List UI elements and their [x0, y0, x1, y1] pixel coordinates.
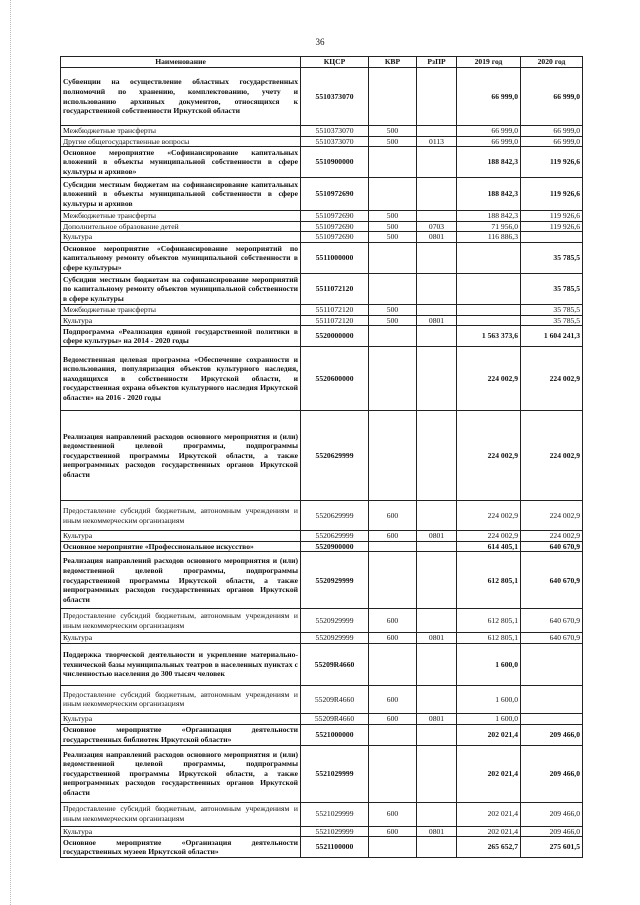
cell-kvr	[369, 347, 417, 411]
cell-rzpr	[417, 242, 457, 273]
cell-kcsr: 5510373070	[301, 126, 369, 137]
cell-kcsr: 5511072120	[301, 315, 369, 326]
table-row	[61, 609, 583, 633]
budget-table	[60, 56, 583, 858]
cell-name: Предоставление субсидий бюджетным, автономным учреждениям и иным некоммерческим организациям	[61, 501, 301, 531]
table-row	[61, 541, 583, 552]
cell-name: Основное мероприятие «Организация деятельности государственных библиотек Иркутской области»	[61, 724, 301, 745]
cell-2019: 1 600,0	[457, 643, 521, 685]
cell-kcsr: 5521029999	[301, 826, 369, 837]
cell-kvr	[369, 745, 417, 802]
cell-kcsr: 5520629999	[301, 501, 369, 531]
cell-2019: 202 021,4	[457, 826, 521, 837]
cell-2020: 209 466,0	[521, 724, 583, 745]
cell-kcsr: 55209R4660	[301, 685, 369, 713]
cell-name: Поддержка творческой деятельности и укрепление материально-технической базы муниципальных театров в населенных пунктах с численностью населения до 300 тысяч человек	[61, 643, 301, 685]
cell-2020: 275 601,5	[521, 837, 583, 858]
cell-kcsr: 5510373070	[301, 136, 369, 147]
cell-kvr: 500	[369, 315, 417, 326]
cell-kvr	[369, 147, 417, 178]
cell-name: Культура	[61, 232, 301, 243]
cell-rzpr	[417, 326, 457, 347]
table-row	[61, 221, 583, 232]
cell-name: Культура	[61, 713, 301, 724]
cell-rzpr	[417, 211, 457, 222]
cell-2019: 116 886,3	[457, 232, 521, 243]
cell-rzpr: 0703	[417, 221, 457, 232]
cell-2020: 224 002,9	[521, 411, 583, 501]
cell-rzpr	[417, 745, 457, 802]
cell-2019: 66 999,0	[457, 126, 521, 137]
table-row	[61, 211, 583, 222]
cell-kvr: 600	[369, 633, 417, 644]
cell-kvr	[369, 837, 417, 858]
cell-kvr	[369, 411, 417, 501]
cell-kcsr: 5510373070	[301, 68, 369, 126]
table-row	[61, 713, 583, 724]
table-row	[61, 826, 583, 837]
cell-rzpr: 0113	[417, 136, 457, 147]
cell-rzpr: 0801	[417, 315, 457, 326]
cell-2019	[457, 242, 521, 273]
cell-kcsr: 5521029999	[301, 802, 369, 826]
cell-kvr	[369, 552, 417, 609]
cell-rzpr	[417, 685, 457, 713]
cell-2019: 224 002,9	[457, 411, 521, 501]
cell-rzpr	[417, 541, 457, 552]
cell-2019: 188 842,3	[457, 178, 521, 211]
cell-name: Межбюджетные трансферты	[61, 211, 301, 222]
cell-2020: 66 999,0	[521, 126, 583, 137]
header-name: Наименование	[61, 57, 301, 68]
cell-2019: 265 652,7	[457, 837, 521, 858]
cell-name: Реализация направлений расходов основного мероприятия и (или) ведомственной целевой программы, подпрограммы государственной программы Иркутской области, а также непрограммных расходов государственных органов Иркутской области	[61, 745, 301, 802]
cell-kvr: 600	[369, 685, 417, 713]
cell-rzpr	[417, 178, 457, 211]
cell-kcsr: 55209R4660	[301, 713, 369, 724]
cell-name: Основное мероприятие «Организация деятельности государственных музеев Иркутской области»	[61, 837, 301, 858]
table-row	[61, 126, 583, 137]
table-row	[61, 724, 583, 745]
cell-rzpr	[417, 552, 457, 609]
cell-rzpr: 0801	[417, 713, 457, 724]
cell-rzpr	[417, 304, 457, 315]
cell-kcsr: 5510972690	[301, 232, 369, 243]
cell-kcsr: 5520000000	[301, 326, 369, 347]
cell-name: Субсидии местным бюджетам на софинансирование мероприятий по капитальному ремонту объектов муниципальной собственности в сфере культуры	[61, 273, 301, 304]
cell-kvr	[369, 724, 417, 745]
cell-kvr: 500	[369, 136, 417, 147]
cell-2019: 202 021,4	[457, 745, 521, 802]
table-row	[61, 136, 583, 147]
cell-kcsr: 5510972690	[301, 178, 369, 211]
table-row	[61, 633, 583, 644]
cell-2019: 1 600,0	[457, 685, 521, 713]
cell-kcsr: 5520900000	[301, 541, 369, 552]
cell-2020: 224 002,9	[521, 531, 583, 542]
cell-2020: 119 926,6	[521, 178, 583, 211]
cell-2020: 35 785,5	[521, 304, 583, 315]
table-row	[61, 685, 583, 713]
cell-2019	[457, 273, 521, 304]
cell-2019: 612 805,1	[457, 633, 521, 644]
cell-kcsr: 5521000000	[301, 724, 369, 745]
cell-kcsr: 5520629999	[301, 531, 369, 542]
cell-2019: 612 805,1	[457, 609, 521, 633]
cell-name: Реализация направлений расходов основного мероприятия и (или) ведомственной целевой программы, подпрограммы государственной программы Иркутской области, а также непрограммных расходов государственных органов Иркутской области	[61, 411, 301, 501]
cell-2020	[521, 685, 583, 713]
table-row	[61, 273, 583, 304]
table-row	[61, 347, 583, 411]
table-row	[61, 147, 583, 178]
cell-rzpr	[417, 126, 457, 137]
cell-2020: 35 785,5	[521, 242, 583, 273]
cell-name: Субсидии местным бюджетам на софинансирование капитальных вложений в объекты муниципальной собственности в сфере культуры и архивов	[61, 178, 301, 211]
cell-2019: 66 999,0	[457, 68, 521, 126]
cell-2020: 66 999,0	[521, 68, 583, 126]
cell-kvr	[369, 326, 417, 347]
cell-2019: 224 002,9	[457, 531, 521, 542]
cell-rzpr: 0801	[417, 826, 457, 837]
table-row	[61, 643, 583, 685]
cell-2020: 640 670,9	[521, 541, 583, 552]
cell-2020: 35 785,5	[521, 273, 583, 304]
cell-2019	[457, 304, 521, 315]
cell-rzpr	[417, 643, 457, 685]
page-number: 36	[315, 37, 325, 47]
cell-2020: 1 604 241,3	[521, 326, 583, 347]
cell-kvr	[369, 643, 417, 685]
cell-name: Предоставление субсидий бюджетным, автономным учреждениям и иным некоммерческим организациям	[61, 802, 301, 826]
table-row	[61, 326, 583, 347]
cell-name: Предоставление субсидий бюджетным, автономным учреждениям и иным некоммерческим организациям	[61, 685, 301, 713]
cell-2019	[457, 315, 521, 326]
cell-kvr: 500	[369, 304, 417, 315]
table-row	[61, 178, 583, 211]
cell-rzpr	[417, 609, 457, 633]
cell-rzpr: 0801	[417, 232, 457, 243]
table-header-row	[61, 57, 583, 68]
header-2019: 2019 год	[457, 57, 521, 68]
table-row	[61, 68, 583, 126]
cell-name: Культура	[61, 315, 301, 326]
cell-kvr	[369, 273, 417, 304]
cell-name: Основное мероприятие «Софинансирование капитальных вложений в объекты муниципальной собственности в сфере культуры и архивов»	[61, 147, 301, 178]
cell-rzpr	[417, 837, 457, 858]
cell-kvr	[369, 541, 417, 552]
cell-rzpr: 0801	[417, 633, 457, 644]
cell-2019: 612 805,1	[457, 552, 521, 609]
cell-kcsr: 5510972690	[301, 221, 369, 232]
table-row	[61, 242, 583, 273]
cell-rzpr	[417, 501, 457, 531]
cell-name: Межбюджетные трансферты	[61, 304, 301, 315]
table-row	[61, 304, 583, 315]
table-row	[61, 315, 583, 326]
cell-name: Субвенции на осуществление областных государственных полномочий по хранению, комплектованию, учету и использованию архивных документов, относящихся к государственной собственности Иркутской области	[61, 68, 301, 126]
cell-2019: 202 021,4	[457, 724, 521, 745]
cell-2019: 1 600,0	[457, 713, 521, 724]
cell-name: Другие общегосударственные вопросы	[61, 136, 301, 147]
header-2020: 2020 год	[521, 57, 583, 68]
cell-kcsr: 5511000000	[301, 242, 369, 273]
header-rzpr: РзПР	[417, 57, 457, 68]
cell-rzpr	[417, 273, 457, 304]
cell-kvr: 500	[369, 221, 417, 232]
cell-rzpr	[417, 724, 457, 745]
cell-name: Культура	[61, 531, 301, 542]
cell-kcsr: 5510900000	[301, 147, 369, 178]
cell-2020: 224 002,9	[521, 347, 583, 411]
cell-2020: 209 466,0	[521, 802, 583, 826]
cell-kcsr: 5520929999	[301, 609, 369, 633]
cell-kvr: 600	[369, 609, 417, 633]
cell-kvr: 500	[369, 126, 417, 137]
cell-kvr: 600	[369, 713, 417, 724]
cell-name: Дополнительное образование детей	[61, 221, 301, 232]
cell-2019: 224 002,9	[457, 501, 521, 531]
header-kvr: КВР	[369, 57, 417, 68]
cell-rzpr	[417, 347, 457, 411]
cell-2020: 640 670,9	[521, 633, 583, 644]
table-row	[61, 837, 583, 858]
cell-rzpr	[417, 411, 457, 501]
cell-name: Культура	[61, 633, 301, 644]
table-row	[61, 411, 583, 501]
cell-2019: 202 021,4	[457, 802, 521, 826]
cell-2020: 66 999,0	[521, 136, 583, 147]
cell-kcsr: 5520600000	[301, 347, 369, 411]
cell-kvr: 600	[369, 531, 417, 542]
cell-kcsr: 55209R4660	[301, 643, 369, 685]
cell-2019: 614 405,1	[457, 541, 521, 552]
cell-2020: 209 466,0	[521, 826, 583, 837]
cell-kcsr: 5520929999	[301, 633, 369, 644]
cell-kcsr: 5511072120	[301, 304, 369, 315]
cell-name: Подпрограмма «Реализация единой государственной политики в сфере культуры» на 2014 - 2020 годы	[61, 326, 301, 347]
cell-kvr	[369, 178, 417, 211]
cell-name: Реализация направлений расходов основного мероприятия и (или) ведомственной целевой программы, подпрограммы государственной программы Иркутской области, а также непрограммных расходов государственных органов Иркутской области	[61, 552, 301, 609]
cell-2019: 188 842,3	[457, 147, 521, 178]
cell-rzpr	[417, 68, 457, 126]
cell-name: Основное мероприятие «Софинансирование мероприятий по капитальному ремонту объектов муниципальной собственности в сфере культуры»	[61, 242, 301, 273]
cell-2020: 35 785,5	[521, 315, 583, 326]
cell-name: Ведомственная целевая программа «Обеспечение сохранности и использования, популяризация объектов культурного наследия, находящихся в собственности Иркутской области, и государственная охрана объектов культурного наследия Иркутской области» на 2016 - 2020 годы	[61, 347, 301, 411]
cell-2020: 640 670,9	[521, 609, 583, 633]
cell-rzpr	[417, 147, 457, 178]
cell-2020: 209 466,0	[521, 745, 583, 802]
cell-kvr: 500	[369, 232, 417, 243]
table-row	[61, 552, 583, 609]
cell-kvr: 600	[369, 802, 417, 826]
cell-kcsr: 5521100000	[301, 837, 369, 858]
table-row	[61, 501, 583, 531]
cell-name: Межбюджетные трансферты	[61, 126, 301, 137]
cell-name: Культура	[61, 826, 301, 837]
cell-2020	[521, 643, 583, 685]
cell-kvr: 600	[369, 501, 417, 531]
cell-kvr	[369, 68, 417, 126]
header-kcsr: КЦСР	[301, 57, 369, 68]
table-row	[61, 531, 583, 542]
cell-rzpr: 0801	[417, 531, 457, 542]
table-body	[61, 68, 583, 858]
cell-kcsr: 5521029999	[301, 745, 369, 802]
cell-kvr: 500	[369, 211, 417, 222]
cell-2020: 224 002,9	[521, 501, 583, 531]
cell-2019: 224 002,9	[457, 347, 521, 411]
table-row	[61, 802, 583, 826]
budget-table-container	[60, 56, 582, 858]
table-row	[61, 232, 583, 243]
cell-2020: 119 926,6	[521, 147, 583, 178]
cell-2020: 640 670,9	[521, 552, 583, 609]
cell-2019: 66 999,0	[457, 136, 521, 147]
margin-dotted-line	[10, 0, 13, 905]
cell-kvr: 600	[369, 826, 417, 837]
cell-2020: 119 926,6	[521, 221, 583, 232]
cell-kvr	[369, 242, 417, 273]
cell-kcsr: 5520929999	[301, 552, 369, 609]
cell-2019: 188 842,3	[457, 211, 521, 222]
cell-2020	[521, 713, 583, 724]
cell-2019: 1 563 373,6	[457, 326, 521, 347]
cell-2020	[521, 232, 583, 243]
cell-name: Предоставление субсидий бюджетным, автономным учреждениям и иным некоммерческим организациям	[61, 609, 301, 633]
cell-kcsr: 5510972690	[301, 211, 369, 222]
cell-name: Основное мероприятие «Профессиональное искусство»	[61, 541, 301, 552]
cell-rzpr	[417, 802, 457, 826]
cell-2019: 71 956,0	[457, 221, 521, 232]
table-row	[61, 745, 583, 802]
cell-kcsr: 5520629999	[301, 411, 369, 501]
cell-kcsr: 5511072120	[301, 273, 369, 304]
cell-2020: 119 926,6	[521, 211, 583, 222]
